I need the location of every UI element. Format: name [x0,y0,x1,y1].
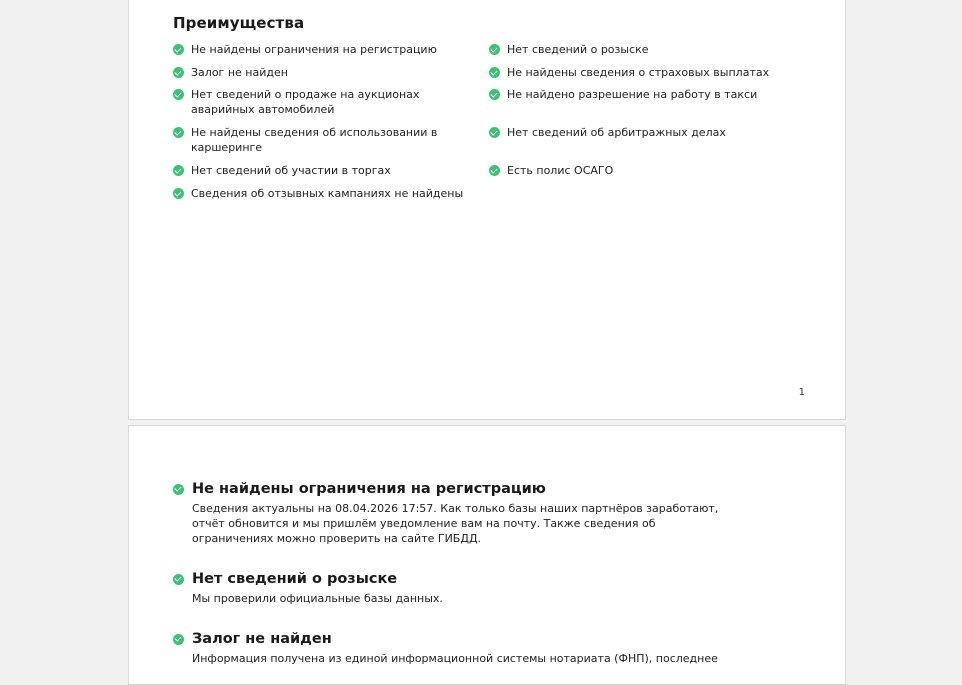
detail-section [173,481,733,546]
detail-title: Залог не найден [192,631,332,647]
detail-title: Не найдены ограничения на регистрацию [192,481,546,497]
detail-title: Нет сведений о розыске [192,571,398,587]
check-circle-icon [489,89,500,100]
check-circle-icon [173,127,184,138]
page-number: 1 [798,387,805,398]
advantage-text: Нет сведений об арбитражных делах [507,126,726,139]
detail-section [173,631,733,666]
advantage-item [489,42,649,57]
report-page-1 [128,0,846,420]
detail-header [173,571,733,587]
advantage-text: Нет сведений о продаже на аукционах аварийных автомобилей [191,88,420,116]
advantage-item [173,186,463,201]
check-circle-icon [173,188,184,199]
check-circle-icon [489,44,500,55]
advantage-item [489,125,726,140]
check-circle-icon [173,484,184,495]
detail-text: Мы проверили официальные базы данных. [192,592,443,605]
check-circle-icon [489,127,500,138]
advantage-item [489,65,769,80]
advantage-text: Нет сведений о розыске [507,43,649,56]
advantages-title: Преимущества [173,14,305,32]
advantage-item [489,87,757,102]
advantage-text: Нет сведений об участии в торгах [191,164,391,177]
advantage-item [173,42,437,57]
check-circle-icon [173,634,184,645]
check-circle-icon [173,574,184,585]
advantage-item [489,163,613,178]
detail-text: Информация получена из единой информационной системы нотариата (ФНП), последнее [192,652,718,665]
check-circle-icon [489,165,500,176]
check-circle-icon [173,44,184,55]
report-page-2 [128,425,846,685]
check-circle-icon [173,165,184,176]
advantage-item [173,125,438,155]
detail-header [173,631,733,647]
advantage-text: Залог не найден [191,66,288,79]
advantage-item [173,87,478,117]
detail-section [173,571,733,606]
advantage-text: Есть полис ОСАГО [507,164,614,177]
check-circle-icon [489,67,500,78]
advantage-text: Не найдены ограничения на регистрацию [191,43,437,56]
detail-text: Сведения актуальны на 08.04.2026 17:57. Как только базы наших партнёров заработают, отчёт обновится и мы пришлём уведомление вам на почту. Также сведения об ограничениях можно проверить на сайте ГИБДД. [192,502,719,545]
check-circle-icon [173,67,184,78]
advantage-text: Не найдены сведения о страховых выплатах [507,66,770,79]
advantage-item [173,65,288,80]
detail-header [173,481,733,497]
advantage-item [173,163,391,178]
advantage-text: Сведения об отзывных кампаниях не найдены [191,187,464,200]
check-circle-icon [173,89,184,100]
advantage-text: Не найдены сведения об использовании в каршеринге [191,126,438,154]
advantage-text: Не найдено разрешение на работу в такси [507,88,758,101]
